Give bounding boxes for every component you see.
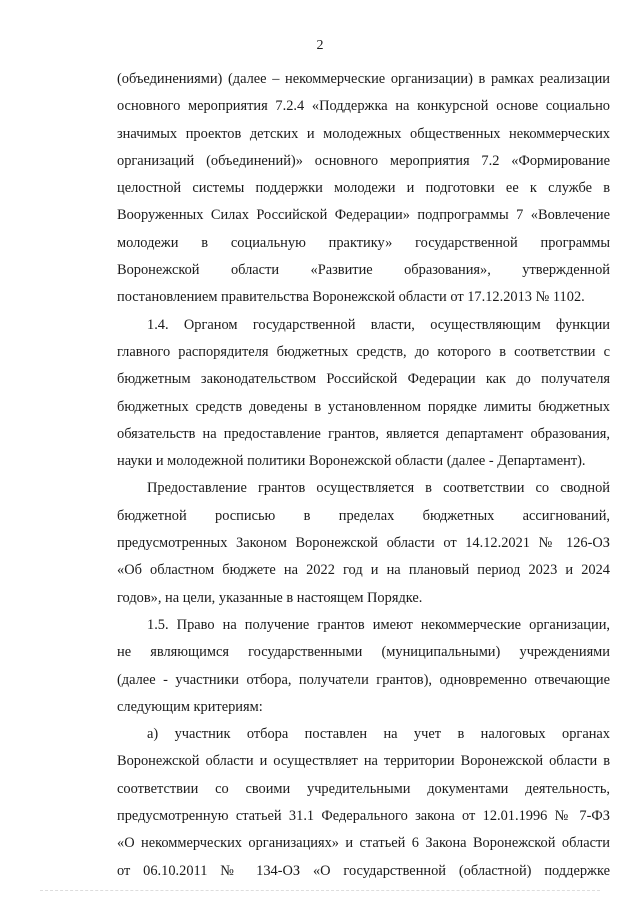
text-line: основного мероприятия 7.2.4 «Поддержка на конкурсной основе социально bbox=[117, 98, 610, 115]
text-line: не являющимся государственными (муниципальными) учреждениями bbox=[117, 644, 610, 661]
text-line: бюджетной росписью в пределах бюджетных ассигнований, bbox=[117, 507, 610, 524]
text-line: (объединениями) (далее – некоммерческие организации) в рамках реализации bbox=[117, 71, 610, 87]
paragraph-grant-provision bbox=[117, 475, 610, 611]
text-line: значимых проектов детских и молодежных общественных некоммерческих bbox=[117, 125, 610, 142]
text-line: «О некоммерческих организациях» и статьей 6 Закона Воронежской области bbox=[117, 835, 610, 852]
text-line: бюджетных средств доведены в установленном порядке лимиты бюджетных bbox=[117, 398, 610, 415]
text-line: а) участник отбора поставлен на учет в налоговых органах bbox=[147, 726, 610, 743]
page-number: 2 bbox=[316, 38, 324, 53]
text-line: годов», на цели, указанные в настоящем Порядке. bbox=[117, 589, 423, 606]
text-line: 1.5. Право на получение грантов имеют некоммерческие организации, bbox=[147, 616, 610, 633]
text-line: обязательств на предоставление грантов, является департамент образования, bbox=[117, 425, 610, 442]
paragraph-criterion-a bbox=[117, 721, 610, 885]
scan-edge-divider bbox=[40, 890, 600, 893]
text-line: (далее - участники отбора, получатели грантов), одновременно отвечающие bbox=[117, 671, 610, 688]
paragraph-1-5 bbox=[117, 612, 610, 721]
text-line: Вооруженных Силах Российской Федерации» подпрограммы 7 «Вовлечение bbox=[117, 207, 610, 224]
paragraph-1-4 bbox=[117, 312, 610, 476]
text-line: следующим критериям: bbox=[117, 698, 263, 715]
text-line: молодежи в социальную практику» государственной программы bbox=[117, 234, 610, 251]
text-line: «Об областном бюджете на 2022 год и на плановый период 2023 и 2024 bbox=[117, 562, 610, 579]
text-line: организаций (объединений)» основного мероприятия 7.2 «Формирование bbox=[117, 152, 610, 169]
paragraph-continuation bbox=[117, 66, 610, 312]
text-line: бюджетным законодательством Российской Федерации как до получателя bbox=[117, 371, 610, 388]
text-line: соответствии со своими учредительными документами деятельность, bbox=[117, 780, 610, 797]
text-line: 1.4. Органом государственной власти, осуществляющим функции bbox=[147, 316, 610, 333]
text-line: предусмотренных Законом Воронежской области от 14.12.2021 № 126-ОЗ bbox=[117, 535, 610, 552]
text-line: главного распорядителя бюджетных средств, до которого в соответствии с bbox=[117, 343, 610, 360]
text-line: Воронежской области «Развитие образования», утвержденной bbox=[117, 262, 610, 279]
document-body bbox=[117, 66, 610, 885]
text-line: Предоставление грантов осуществляется в соответствии со сводной bbox=[147, 480, 610, 497]
text-line: Воронежской области и осуществляет на территории Воронежской области в bbox=[117, 753, 610, 770]
text-line: от 06.10.2011 № 134-ОЗ «О государственной (областной) поддержке bbox=[117, 862, 610, 879]
text-line: постановлением правительства Воронежской области от 17.12.2013 № 1102. bbox=[117, 289, 585, 306]
text-line: предусмотренную статьей 31.1 Федерального закона от 12.01.1996 № 7-ФЗ bbox=[117, 808, 610, 825]
text-line: целостной системы поддержки молодежи и подготовки ее к службе в bbox=[117, 180, 610, 197]
text-line: науки и молодежной политики Воронежской области (далее - Департамент). bbox=[117, 453, 586, 470]
